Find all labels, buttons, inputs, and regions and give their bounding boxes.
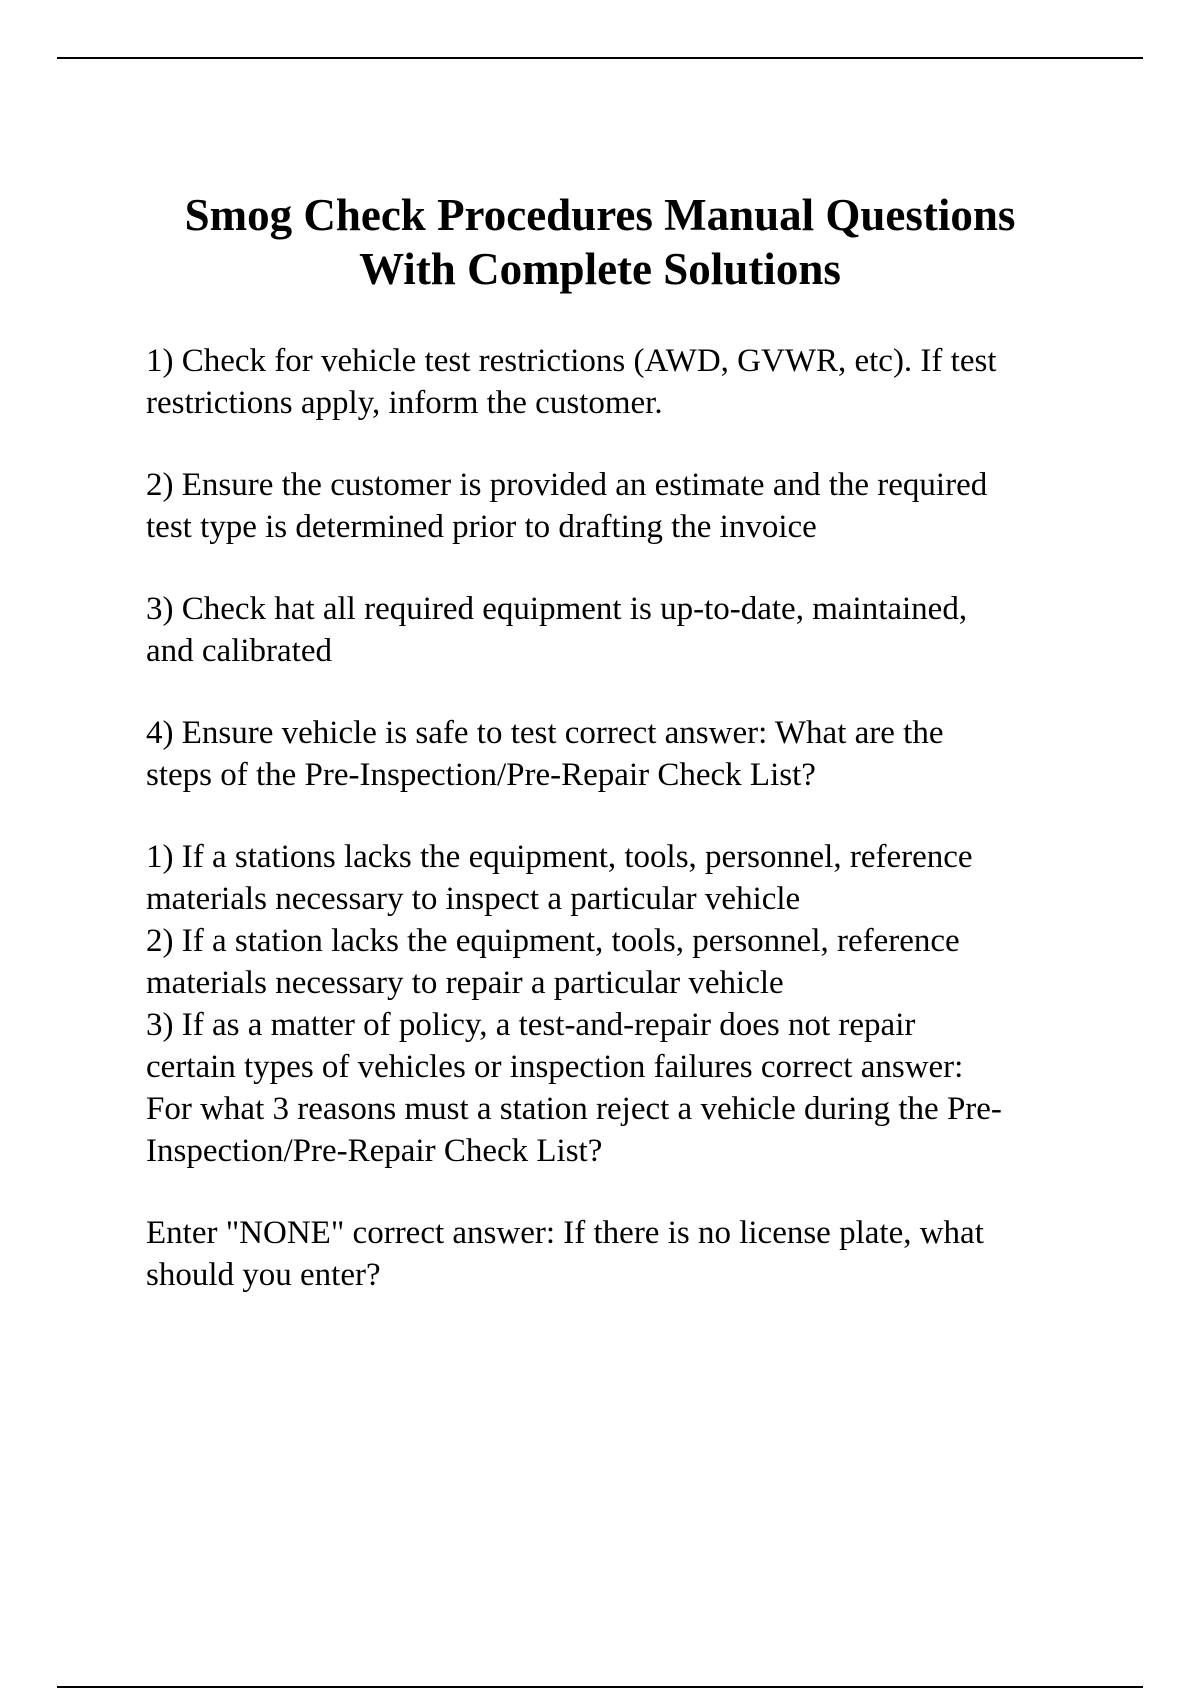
- text-line: test type is determined prior to drafting the invoice: [146, 509, 817, 545]
- text-line: should you enter?: [146, 1257, 381, 1293]
- document-title: [100, 188, 1100, 296]
- text-line: 2) If a station lacks the equipment, tools, personnel, reference: [146, 923, 960, 959]
- text-line: 3) If as a matter of policy, a test-and-repair does not repair: [146, 1007, 916, 1043]
- title-line: Smog Check Procedures Manual Questions: [184, 190, 1016, 240]
- text-line: For what 3 reasons must a station reject a vehicle during the Pre-: [146, 1091, 1002, 1127]
- paragraph-4: [146, 712, 1156, 796]
- text-line: 3) Check hat all required equipment is up-to-date, maintained,: [146, 591, 968, 627]
- paragraph-3: [146, 588, 1156, 672]
- text-line: 2) Ensure the customer is provided an estimate and the required: [146, 467, 988, 503]
- text-line: Enter "NONE" correct answer: If there is no license plate, what: [146, 1215, 984, 1251]
- text-line: restrictions apply, inform the customer.: [146, 385, 663, 421]
- text-line: and calibrated: [146, 633, 332, 669]
- title-line: With Complete Solutions: [359, 244, 841, 294]
- text-line: 1) Check for vehicle test restrictions (AWD, GVWR, etc). If test: [146, 343, 997, 379]
- document-body: [146, 340, 1156, 1336]
- text-line: materials necessary to inspect a particular vehicle: [146, 881, 801, 917]
- bottom-rule: [57, 1686, 1143, 1688]
- text-line: materials necessary to repair a particular vehicle: [146, 965, 784, 1001]
- text-line: certain types of vehicles or inspection failures correct answer:: [146, 1049, 964, 1085]
- paragraph-6: [146, 1212, 1156, 1296]
- top-rule: [57, 57, 1143, 59]
- paragraph-1: [146, 340, 1156, 424]
- text-line: steps of the Pre-Inspection/Pre-Repair Check List?: [146, 757, 816, 793]
- text-line: 1) If a stations lacks the equipment, tools, personnel, reference: [146, 839, 973, 875]
- paragraph-2: [146, 464, 1156, 548]
- text-line: 4) Ensure vehicle is safe to test correct answer: What are the: [146, 715, 944, 751]
- paragraph-5: [146, 836, 1156, 1172]
- text-line: Inspection/Pre-Repair Check List?: [146, 1133, 603, 1169]
